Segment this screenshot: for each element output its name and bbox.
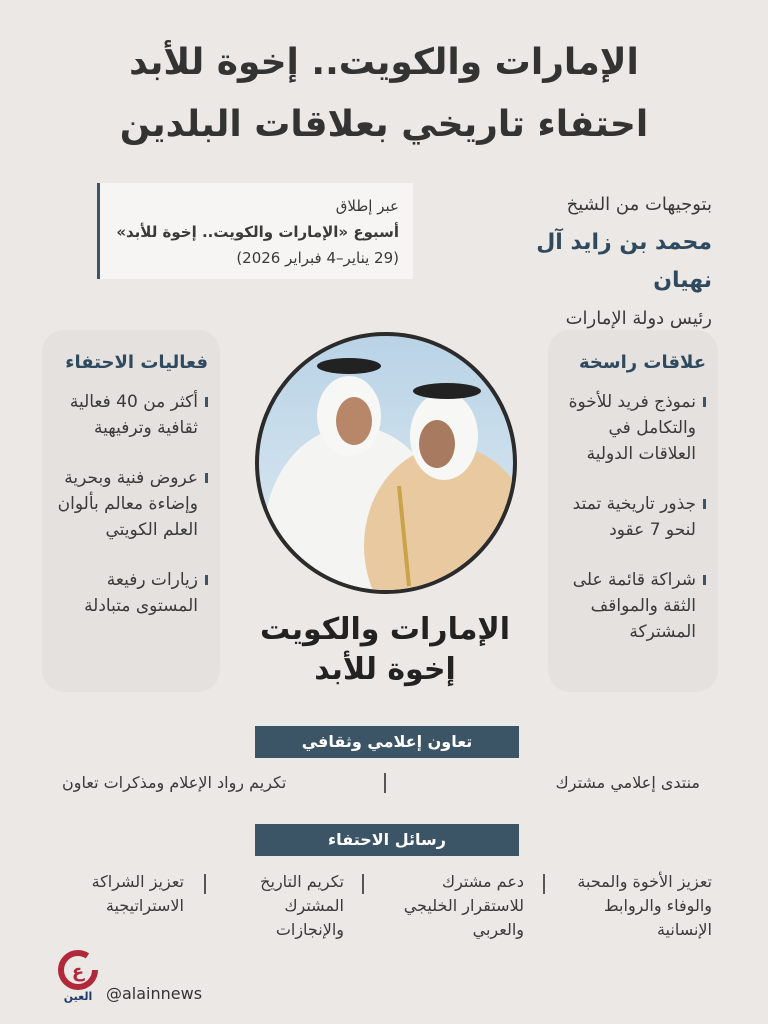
directive — [482, 186, 712, 338]
directive-line-3: رئيس دولة الإمارات — [565, 308, 712, 329]
launch-box — [97, 183, 413, 279]
list-item: أكثر من 40 فعالية ثقافية وترفيهية — [52, 389, 208, 441]
launch-line-3: (29 يناير–4 فبراير 2026) — [236, 249, 399, 267]
right-panel — [548, 330, 718, 692]
media-heading: تعاون إعلامي وثقافي — [255, 726, 519, 758]
left-panel — [42, 330, 220, 692]
center-line-2: إخوة للأبد — [314, 652, 456, 687]
messages-heading: رسائل الاحتفاء — [255, 824, 519, 856]
center-line-1: الإمارات والكويت — [259, 612, 511, 647]
media-item: منتدى إعلامي مشترك — [555, 773, 700, 792]
divider — [384, 773, 386, 793]
directive-name: محمد بن زايد آل نهيان — [536, 230, 712, 293]
list-item: نموذج فريد للأخوة والتكامل في العلاقات الدولية — [558, 389, 706, 467]
list-item: شراكة قائمة على الثقة والمواقف المشتركة — [558, 567, 706, 645]
left-panel-heading: فعاليات الاحتفاء — [65, 352, 208, 373]
media-item: تكريم رواد الإعلام ومذكرات تعاون — [62, 773, 287, 792]
list-item: عروض فنية وبحرية وإضاءة معالم بألوان العلم الكويتي — [52, 465, 208, 543]
alain-logo — [56, 950, 102, 1004]
message-item: تكريم التاريخ المشترك والإنجازات — [260, 872, 344, 939]
svg-text:العين: العين — [63, 990, 93, 1003]
right-panel-heading: علاقات راسخة — [579, 352, 706, 373]
message-item: تعزيز الأخوة والمحبة والوفاء والروابط الإنسانية — [577, 872, 712, 939]
launch-line-2: أسبوع «الإمارات والكويت.. إخوة للأبد» — [116, 223, 399, 241]
list-item: جذور تاريخية تمتد لنحو 7 عقود — [558, 491, 706, 543]
title-line-1: الإمارات والكويت.. إخوة للأبد — [129, 42, 639, 83]
title-line-2: احتفاء تاريخي بعلاقات البلدين — [119, 104, 649, 145]
svg-text:ع: ع — [71, 961, 85, 982]
leaders-photo — [255, 332, 517, 594]
list-item: زيارات رفيعة المستوى متبادلة — [52, 567, 208, 619]
directive-line-1: بتوجيهات من الشيخ — [566, 194, 712, 215]
message-item: تعزيز الشراكة الاستراتيجية — [91, 872, 184, 915]
message-item: دعم مشترك للاستقرار الخليجي والعربي — [403, 872, 524, 939]
divider — [543, 874, 545, 894]
social-handle: @alainnews — [106, 984, 203, 1003]
divider — [204, 874, 206, 894]
launch-line-1: عبر إطلاق — [335, 197, 399, 215]
divider — [362, 874, 364, 894]
